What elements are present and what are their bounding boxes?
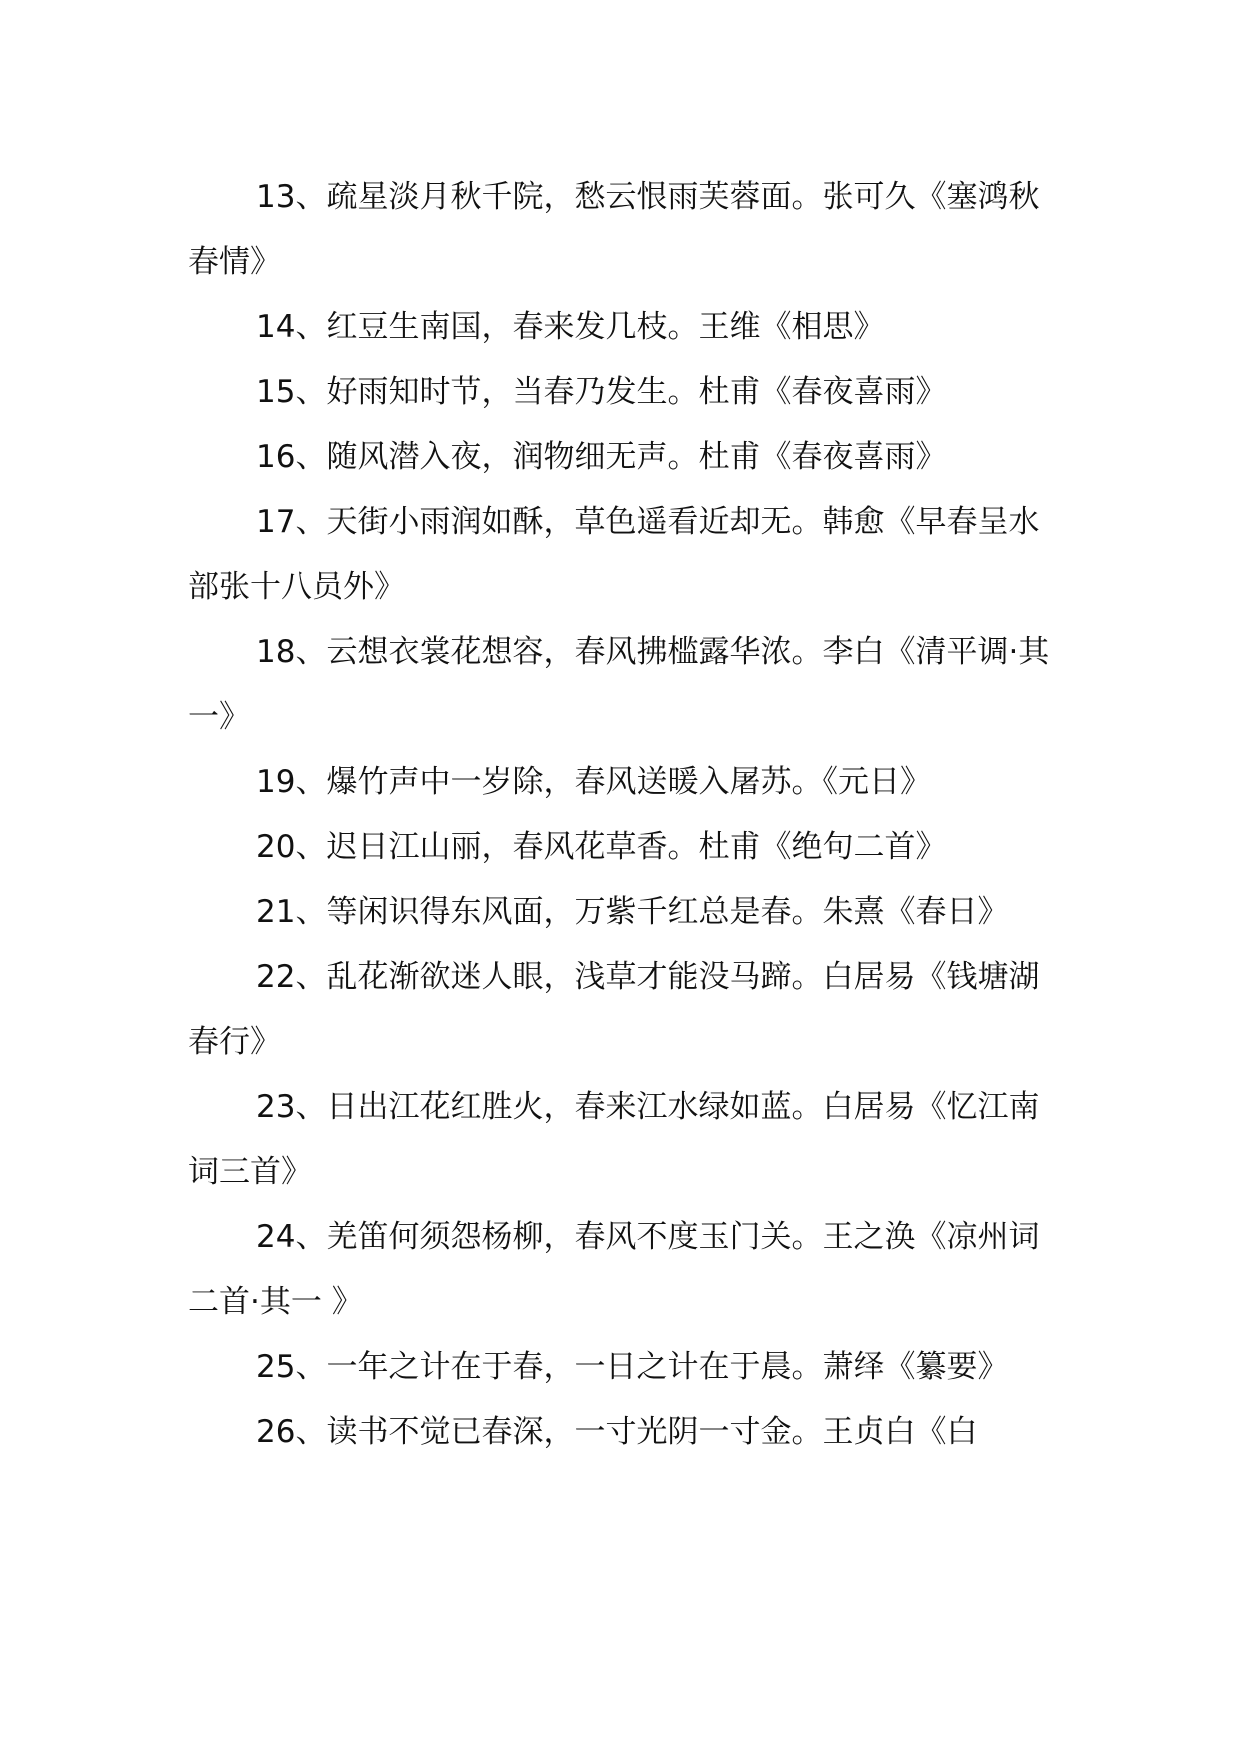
- poem-entry-20: 20、迟日江山丽，春风花草香。杜甫《绝句二首》: [256, 829, 947, 865]
- poem-entry-24: 24、羌笛何须怨杨柳，春风不度玉门关。王之涣《凉州词二首·其一 》: [188, 1219, 1040, 1320]
- poem-entry-21: 21、等闲识得东风面，万紫千红总是春。朱熹《春日》: [256, 894, 1009, 930]
- poem-entry-15: 15、好雨知时节，当春乃发生。杜甫《春夜喜雨》: [256, 374, 947, 410]
- poem-entry-13: 13、疏星淡月秋千院，愁云恨雨芙蓉面。张可久《塞鸿秋春情》: [188, 179, 1040, 280]
- poem-entry-25: 25、一年之计在于春，一日之计在于晨。萧绎《纂要》: [256, 1349, 1009, 1385]
- document-body: [188, 165, 1058, 1465]
- poem-entry-26: 26、读书不觉已春深，一寸光阴一寸金。王贞白《白: [256, 1414, 978, 1450]
- poem-entry-16: 16、随风潜入夜，润物细无声。杜甫《春夜喜雨》: [256, 439, 947, 475]
- poem-entry-17: 17、天街小雨润如酥，草色遥看近却无。韩愈《早春呈水部张十八员外》: [188, 504, 1040, 605]
- poem-entry-18: 18、云想衣裳花想容，春风拂槛露华浓。李白《清平调·其一》: [188, 634, 1050, 735]
- poem-entry-22: 22、乱花渐欲迷人眼，浅草才能没马蹄。白居易《钱塘湖春行》: [188, 959, 1040, 1060]
- poem-entry-19: 19、爆竹声中一岁除，春风送暖入屠苏。《元日》: [256, 764, 931, 800]
- poem-entry-14: 14、红豆生南国，春来发几枝。王维《相思》: [256, 309, 885, 345]
- poem-entry-23: 23、日出江花红胜火，春来江水绿如蓝。白居易《忆江南词三首》: [188, 1089, 1040, 1190]
